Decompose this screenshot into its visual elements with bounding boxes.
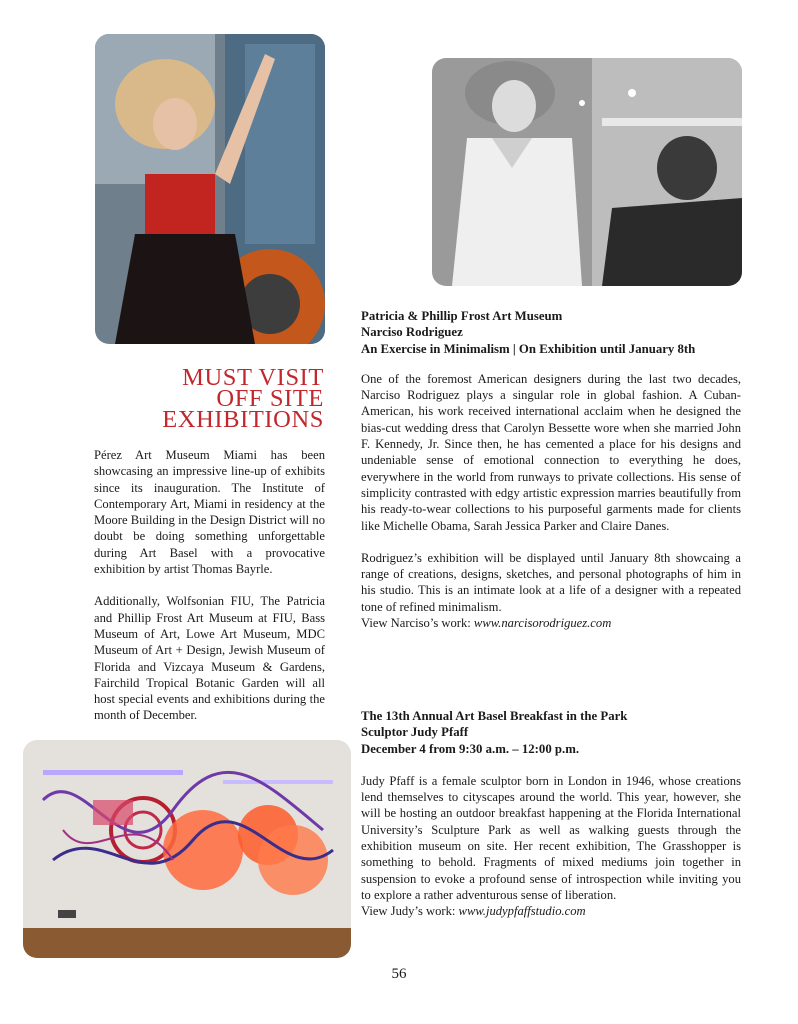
narciso-website-link[interactable]: www.narcisorodriguez.com bbox=[473, 616, 612, 631]
view-label: View Narciso’s work: bbox=[361, 616, 474, 631]
heading-line-1: MUST VISIT bbox=[182, 364, 324, 391]
designer-bio-paragraph: One of the foremost American designers during the last two decades, Narciso Rodriguez plays a singular role in global fashion. A Cuban-American, his work received international acclaim when he designed the bias-cut wedding dress that Carolyn Bessette wore when she married John F. Kennedy, Jr. Since then, he has cemented a place for his designs and undeniable sense of emotional connection to everything he does, everywhere in the world from runways to private collections. His sense of simplicity contrasted with edgy artistic expression marries beautifully from his ready-to-wear collections to his purposeful garments made for clients like Michelle Obama, Sarah Jessica Parker and Claire Danes. bbox=[361, 371, 741, 533]
event-title: The 13th Annual Art Basel Breakfast in the Park bbox=[361, 709, 628, 723]
sculptor-name: Sculptor Judy Pfaff bbox=[361, 725, 469, 740]
fashion-photo bbox=[95, 34, 325, 344]
view-label: View Judy’s work: bbox=[361, 904, 459, 919]
installation-photo bbox=[23, 740, 351, 958]
event-date: December 4 from 9:30 a.m. – 12:00 p.m. bbox=[361, 741, 580, 756]
heading-line-2: OFF SITE bbox=[216, 385, 324, 412]
judy-website-link[interactable]: www.judypfaffstudio.com bbox=[458, 904, 586, 919]
venues-paragraph: Additionally, Wolfsonian FIU, The Patricia and Phillip Frost Art Museum at FIU, Bass Museum of Art, Lowe Art Museum, MDC Museum of Art + Design, Jewish Museum of Florida and Vizcaya Museum & Gardens, Fairchild Tropical Botanic Garden will all host special events and exhibitions during the month of December. bbox=[94, 594, 325, 723]
studio-photo bbox=[432, 58, 742, 286]
venue-title: Patricia & Phillip Frost Art Museum bbox=[361, 309, 563, 323]
exhibition-text: Rodriguez’s exhibition will be displayed until January 8th showcaing a range of creations, designs, sketches, and personal photographs of him in his studio. This is an intimate look at a life of a designer with a repeated tone of refined minimalism. bbox=[361, 550, 741, 614]
exhibition-title: An Exercise in Minimalism | On Exhibition until January 8th bbox=[361, 341, 696, 356]
sculptor-text: Judy Pfaff is a female sculptor born in London in 1946, whose creations lend themselves to cityscapes around the world. This year, however, she will be hosting an outdoor breakfast happening at the Florida International University’s Sculpture Park as well as walking guests through the exhibition museum on site. Her recent exhibition, The Grasshopper is something to behold. Fragments of mixed mediums join together in suspension to evoke a profound sense of introspection while inviting you to explore a rather adventurous sense of liberation. bbox=[361, 773, 741, 902]
sculptor-paragraph bbox=[361, 773, 741, 920]
heading-line-3: EXHIBITIONS bbox=[162, 406, 324, 433]
exhibition-paragraph bbox=[361, 550, 741, 631]
intro-paragraph: Pérez Art Museum Miami has been showcasing an impressive line-up of exhibits since its inauguration. The Institute of Contemporary Art, Miami in residency at the Moore Building in the Design District will no doubt be doing something unforgettable during Art Basel with a provocative exhibition by artist Thomas Bayrle. bbox=[94, 448, 325, 577]
left-column-text bbox=[94, 447, 325, 724]
designer-name: Narciso Rodriguez bbox=[361, 325, 463, 340]
section-heading bbox=[120, 364, 324, 433]
breakfast-section bbox=[361, 708, 741, 920]
frost-museum-section bbox=[361, 308, 741, 631]
page-number: 56 bbox=[391, 966, 407, 982]
